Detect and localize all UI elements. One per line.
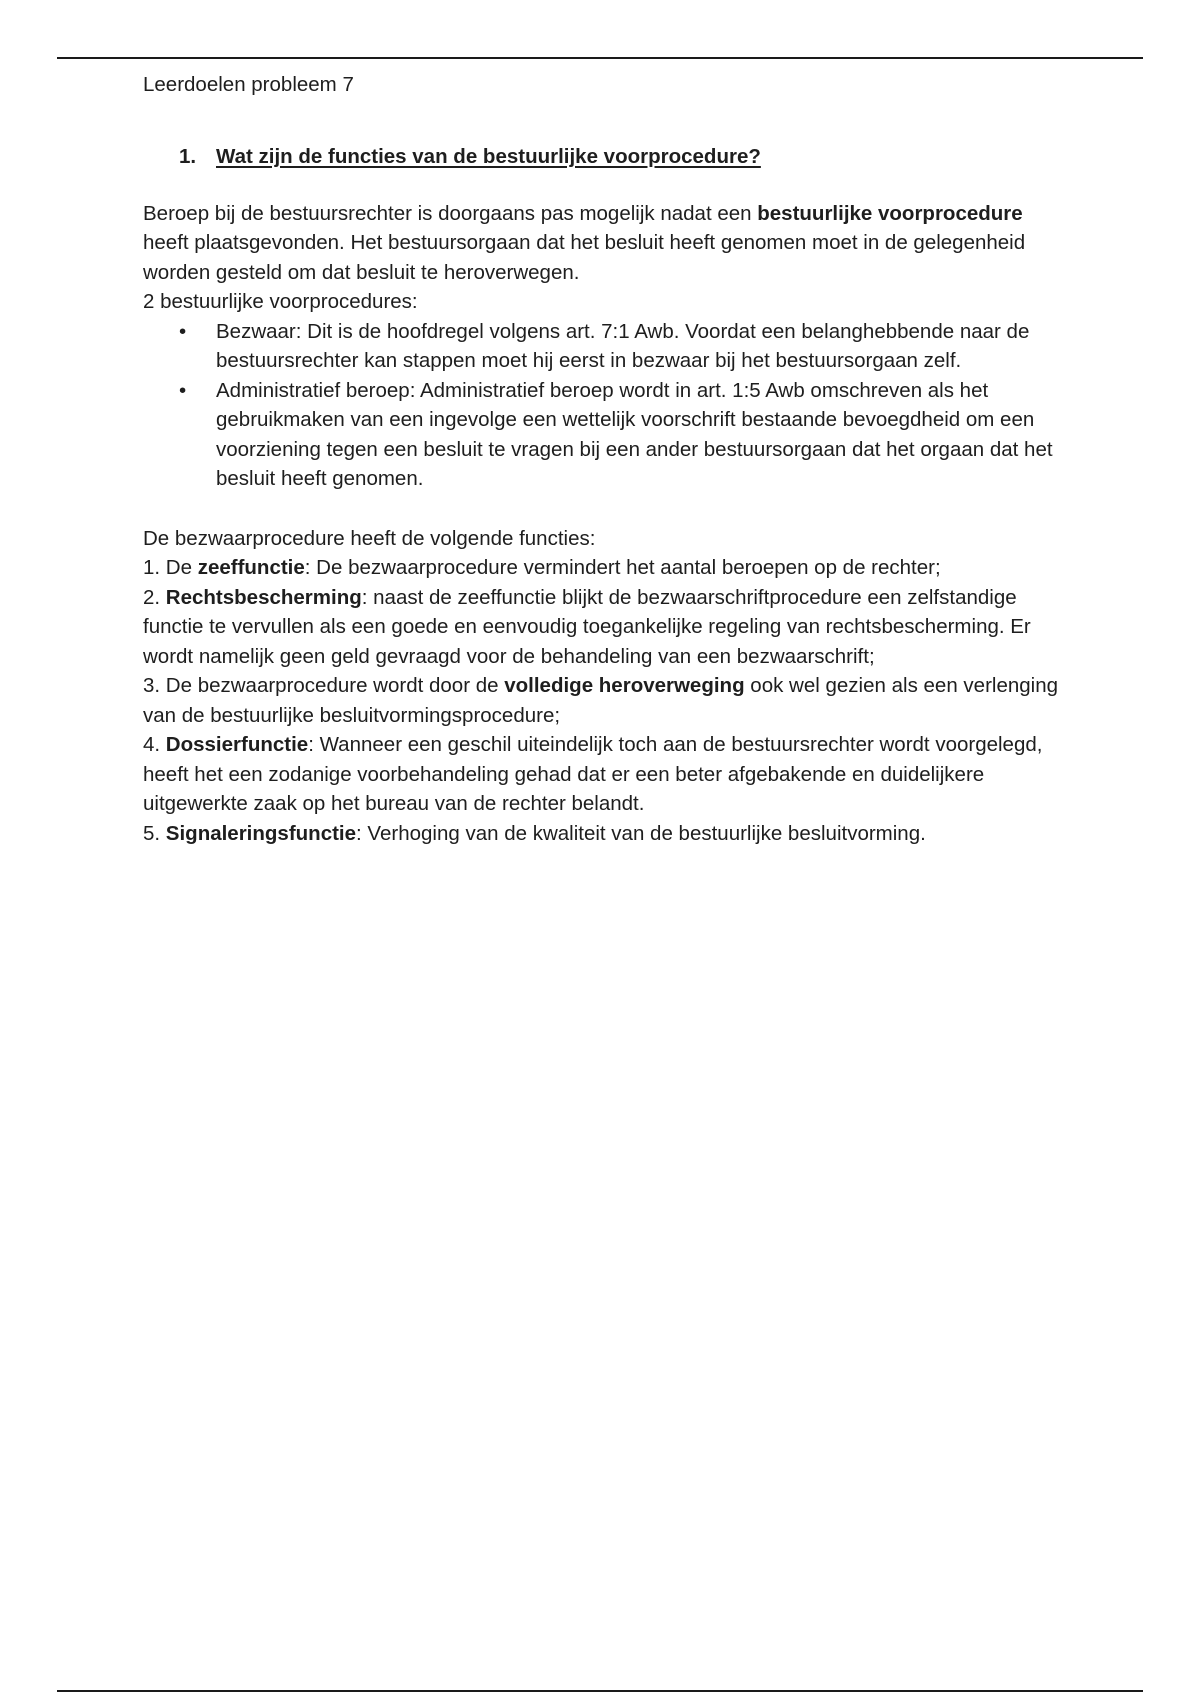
function-term: Rechtsbescherming xyxy=(165,585,362,609)
intro-text-2: heeft plaatsgevonden. Het bestuursorgaan dat het besluit heeft genomen moet in de gelegenheid worden gesteld om dat besluit te heroverwegen. xyxy=(143,231,1026,284)
function-prefix: 2. xyxy=(143,585,166,609)
procedures-list xyxy=(143,317,1063,494)
function-description: : naast de zeeffunctie blijkt de bezwaarschriftprocedure een zelfstandige functie te vervullen als een goede en eenvoudig toegankelijke regeling van rechtsbescherming. Er wordt namelijk geen geld gevraagd voor de behandeling van een bezwaarschrift; xyxy=(143,585,1031,668)
function-term: Signaleringsfunctie xyxy=(165,821,357,845)
intro-paragraph xyxy=(143,199,1063,288)
list-item-text: Bezwaar: Dit is de hoofdregel volgens art. 7:1 Awb. Voordat een belanghebbende naar de bestuursrechter kan stappen moet hij eerst in bezwaar bij het bestuursorgaan zelf. xyxy=(216,319,1030,372)
function-prefix: 5. xyxy=(143,821,166,845)
document-title: Leerdoelen probleem 7 xyxy=(143,73,354,96)
function-term: zeeffunctie xyxy=(197,556,305,579)
procedures-label: 2 bestuurlijke voorprocedures: xyxy=(143,290,418,313)
function-term: Dossierfunctie xyxy=(165,733,309,756)
function-item xyxy=(143,553,1063,583)
question-number: 1. xyxy=(179,145,197,168)
footer-rule xyxy=(57,1690,1143,1692)
document-page xyxy=(143,70,1063,848)
list-item xyxy=(143,376,1063,494)
list-item xyxy=(143,317,1063,376)
function-item xyxy=(143,730,1063,819)
functions-intro: De bezwaarprocedure heeft de volgende functies: xyxy=(143,526,596,550)
bullet-icon: • xyxy=(179,378,187,402)
question-text: Wat zijn de functies van de bestuurlijke voorprocedure? xyxy=(216,145,761,168)
function-item xyxy=(143,671,1063,730)
function-description: : Wanneer een geschil uiteindelijk toch aan de bestuursrechter wordt voorgelegd, heeft het een zodanige voorbehandeling gehad dat er een beter afgebakende en duidelijkere uitgewerkte zaak op het bureau van de rechter belandt. xyxy=(143,733,1043,815)
list-item-text: Administratief beroep: Administratief beroep wordt in art. 1:5 Awb omschreven als het gebruikmaken van een ingevolge een wettelijk voorschrift bestaande bevoegdheid om een voorziening tegen een besluit te vragen bij een ander bestuursorgaan dat het orgaan dat het besluit heeft genomen. xyxy=(216,378,1053,490)
function-description: : Verhoging van de kwaliteit van de bestuurlijke besluitvorming. xyxy=(356,821,926,845)
function-prefix: 3. De bezwaarprocedure wordt door de xyxy=(143,674,505,697)
function-prefix: 1. De xyxy=(143,556,198,579)
function-item xyxy=(143,583,1063,672)
function-term: volledige heroverweging xyxy=(504,674,745,697)
header-rule xyxy=(57,57,1143,59)
bullet-icon: • xyxy=(179,319,187,343)
function-item xyxy=(143,819,1063,849)
function-prefix: 4. xyxy=(143,733,166,756)
question-heading xyxy=(143,142,1063,172)
function-description: : De bezwaarprocedure vermindert het aantal beroepen op de rechter; xyxy=(304,556,941,579)
intro-text-1: Beroep bij de bestuursrechter is doorgaans pas mogelijk nadat een xyxy=(143,201,758,225)
intro-bold-term: bestuurlijke voorprocedure xyxy=(757,201,1023,225)
function-description: ook wel gezien als een verlenging van de bestuurlijke besluitvormingsprocedure; xyxy=(143,674,1059,727)
